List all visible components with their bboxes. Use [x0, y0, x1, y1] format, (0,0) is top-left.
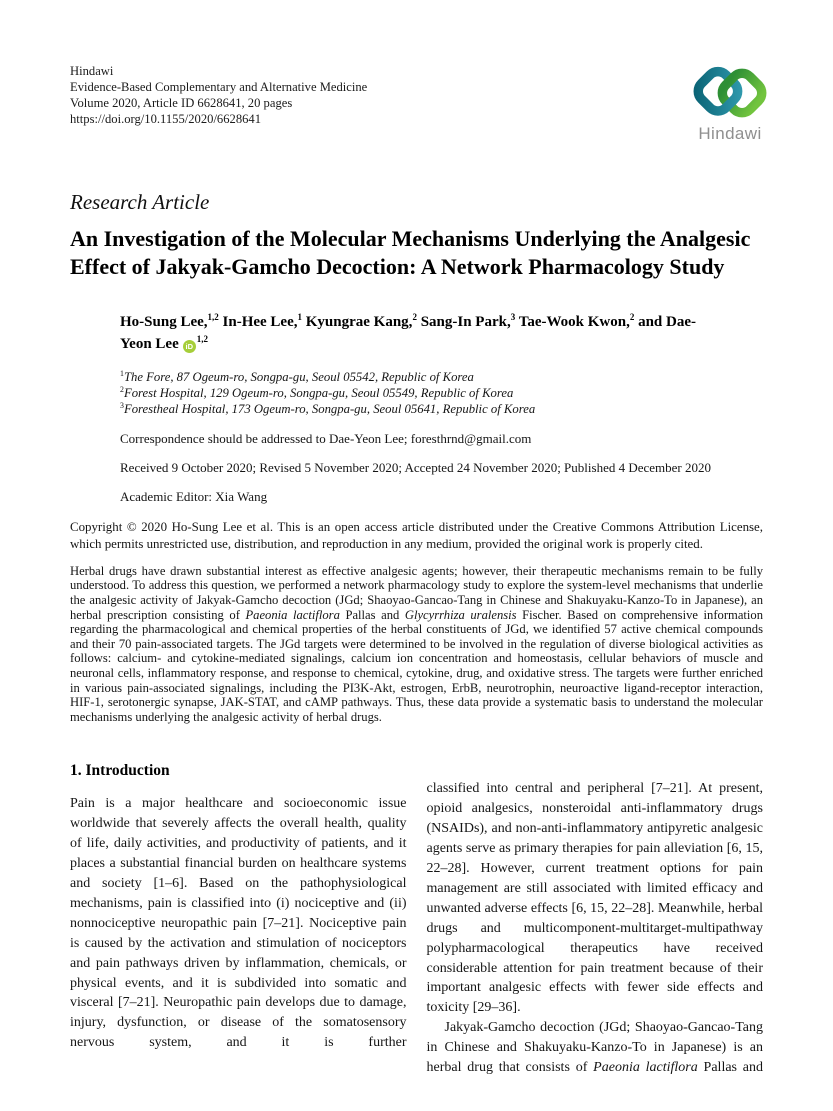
orcid-icon[interactable]: iD [183, 340, 196, 353]
hindawi-logo-icon [687, 60, 773, 126]
author-list: Ho-Sung Lee,$^{1,2}$ In-Hee Lee,$^1$ Kyungrae Kang,$^2$ Sang-In Park,$^3$ Tae-Wook Kwon,$^2$ and Dae-Yeon Lee iD$^{1,2}$ [120, 311, 697, 353]
hindawi-logo [687, 60, 773, 144]
article-title: An Investigation of the Molecular Mechanisms Underlying the Analgesic Effect of Jakyak-Gamcho Decoction: A Network Pharmacology Study [70, 226, 751, 279]
introduction-section [70, 762, 763, 1078]
publisher-name: Hindawi [70, 64, 114, 78]
affiliation-3: $^3$Forestheal Hospital, 173 Ogeum-ro, Songpa-gu, Seoul 05641, Republic of Korea [120, 401, 536, 417]
publication-info [70, 64, 367, 127]
affiliation-2: $^2$Forest Hospital, 129 Ogeum-ro, Songpa-gu, Seoul 05549, Republic of Korea [120, 384, 514, 401]
copyright-notice: Copyright © 2020 Ho-Sung Lee et al. This is an open access article distributed under the Creative Commons Attribution License, which permits unrestricted use, distribution, and reproduction in any medium, provided the original work is properly cited. [70, 520, 763, 551]
introduction-heading: 1. Introduction [70, 762, 170, 780]
correspondence-email-link[interactable]: foresthrnd@gmail.com [410, 430, 532, 446]
masthead [70, 64, 763, 148]
correspondence-line [120, 431, 763, 447]
volume-line: Volume 2020, Article ID 6628641, 20 pages [70, 95, 293, 110]
abstract-text: Herbal drugs have drawn substantial interest as effective analgesic agents; however, their therapeutic mechanisms remain to be fully understood. To address this question, we performed a network pharmacology study to explore the system-level mechanisms that underlie the analgesic activity of Jakyak-Gamcho decoction (JGd; Shaoyao-Gancao-Tang in Chinese and Shakuyaku-Kanzo-To in Japanese), an herbal prescription consisting of Paeonia lactiflora Pallas and Glycyrrhiza uralensis Fischer. Based on comprehensive information regarding the pharmacological and chemical properties of the herbal constituents of JGd, we identified 57 active chemical compounds and their 70 pain-associated targets. The JGd targets were determined to be involved in the regulation of diverse biological activities as follows: calcium- and cytokine-mediated signalings, calcium ion concentration and homeostasis, cellular behaviors of muscle and neuronal cells, inflammatory response, and response to chemical, cytokine, drug, and oxidative stress. The targets were further enriched in various pain-associated signalings, including the PI3K-Akt, estrogen, ErbB, neurotrophin, neuroactive ligand-receptor interaction, HIF-1, serotonergic synapse, JAK-STAT, and cAMP pathways. Thus, these data provide a systematic basis to understand the molecular mechanisms underlying the analgesic activity of herbal drugs. [70, 563, 763, 724]
affiliation-1: $^1$The Fore, 87 Ogeum-ro, Songpa-gu, Seoul 05542, Republic of Korea [120, 368, 474, 384]
journal-name: Evidence-Based Complementary and Alternative Medicine [70, 79, 368, 94]
intro-paragraph-right-1: classified into central and peripheral [7–21]. At present, opioid analgesics, nonsteroidal anti-inflammatory drugs (NSAIDs), and non-anti-inflammatory antipyretic analgesic agents serve as primary therapies for pain alleviation [6, 15, 22–28]. However, current treatment options for pain management are still associated with limited efficacy and unwanted adverse effects [6, 15, 22–28]. Meanwhile, herbal drugs and multicomponent-multitarget-multipathway polypharmacological therapeutics have received considerable attention for pain treatment because of their important analgesic effects with fewer side effects and toxicity [29–36]. [426, 781, 763, 1016]
column-left [70, 762, 407, 1078]
affiliations [120, 369, 763, 418]
intro-paragraph-left: Pain is a major healthcare and socioeconomic issue worldwide that severely affects the overall health, quality of life, daily activities, and productivity of patients, and it places a substantial financial burden on healthcare systems and society [1–6]. Based on the pathophysiological mechanisms, pain is classified into (i) nociceptive and (ii) nonnociceptive neuropathic pain [7–21]. Nociceptive pain is caused by the activation and stimulation of nociceptors and pain pathways driven by inflammation, chemicals, or physical events, and it is subdivided into somatic and visceral [7–21]. Neuropathic pain develops due to damage, injury, dysfunction, or disease of the somatosensory nervous system, and it is further [70, 796, 407, 1051]
academic-editor-line: Academic Editor: Xia Wang [120, 489, 268, 505]
hindawi-wordmark: Hindawi [698, 124, 762, 143]
intro-paragraph-right-2: Jakyak-Gamcho decoction (JGd; Shaoyao-Gancao-Tang in Chinese and Shakuyaku-Kanzo-To in Japanese) is an herbal drug that consists of Paeonia lactiflora Pallas and [426, 1020, 764, 1076]
article-type-label: Research Article [70, 190, 210, 214]
history-line: Received 9 October 2020; Revised 5 November 2020; Accepted 24 November 2020; Published 4 December 2020 [120, 459, 711, 475]
doi-link[interactable]: https://doi.org/10.1155/2020/6628641 [70, 111, 262, 126]
correspondence-text: Correspondence should be addressed to Dae-Yeon Lee; [120, 430, 411, 446]
column-right [427, 762, 764, 1078]
